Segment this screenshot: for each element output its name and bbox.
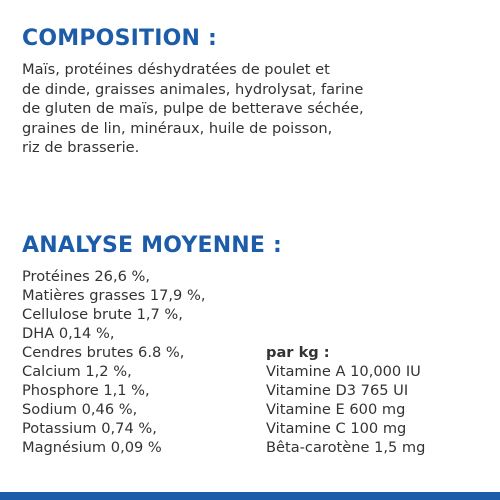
per-kg-item: Vitamine C 100 mg [266, 420, 407, 437]
composition-line: graines de lin, minéraux, huile de poisson, [22, 119, 333, 137]
composition-line: de dinde, graisses animales, hydrolysat, farine [22, 80, 364, 98]
analysis-list [22, 267, 205, 457]
analysis-item: Matières grasses 17,9 %, [22, 287, 206, 304]
analysis-item: Potassium 0,74 %, [22, 420, 157, 437]
per-kg-item: Vitamine E 600 mg [266, 401, 406, 418]
per-kg-list [266, 362, 425, 457]
composition-line: de gluten de maïs, pulpe de betterave séchée, [22, 100, 364, 117]
analysis-item: Calcium 1,2 %, [22, 363, 132, 380]
analysis-item: Magnésium 0,09 % [22, 439, 162, 456]
composition-line: Maïs, protéines déshydratées de poulet et [22, 61, 330, 78]
analysis-item: DHA 0,14 %, [22, 325, 115, 342]
bottom-accent-bar [0, 492, 500, 500]
analysis-item: Cendres brutes 6.8 %, [22, 344, 185, 361]
per-kg-item: Vitamine A 10,000 IU [266, 363, 421, 380]
analysis-item: Protéines 26,6 %, [22, 268, 151, 285]
analyse-heading: ANALYSE MOYENNE : [22, 233, 282, 258]
analysis-item: Phosphore 1,1 %, [22, 382, 150, 399]
per-kg-title: par kg : [266, 344, 330, 361]
per-kg-item: Vitamine D3 765 UI [266, 382, 409, 399]
analysis-item: Cellulose brute 1,7 %, [22, 306, 183, 323]
composition-line: riz de brasserie. [22, 139, 140, 156]
composition-text [22, 60, 492, 158]
per-kg-item: Bêta-carotène 1,5 mg [266, 439, 426, 456]
per-kg-section [266, 343, 425, 457]
composition-heading: COMPOSITION : [22, 26, 217, 51]
analysis-item: Sodium 0,46 %, [22, 401, 138, 418]
